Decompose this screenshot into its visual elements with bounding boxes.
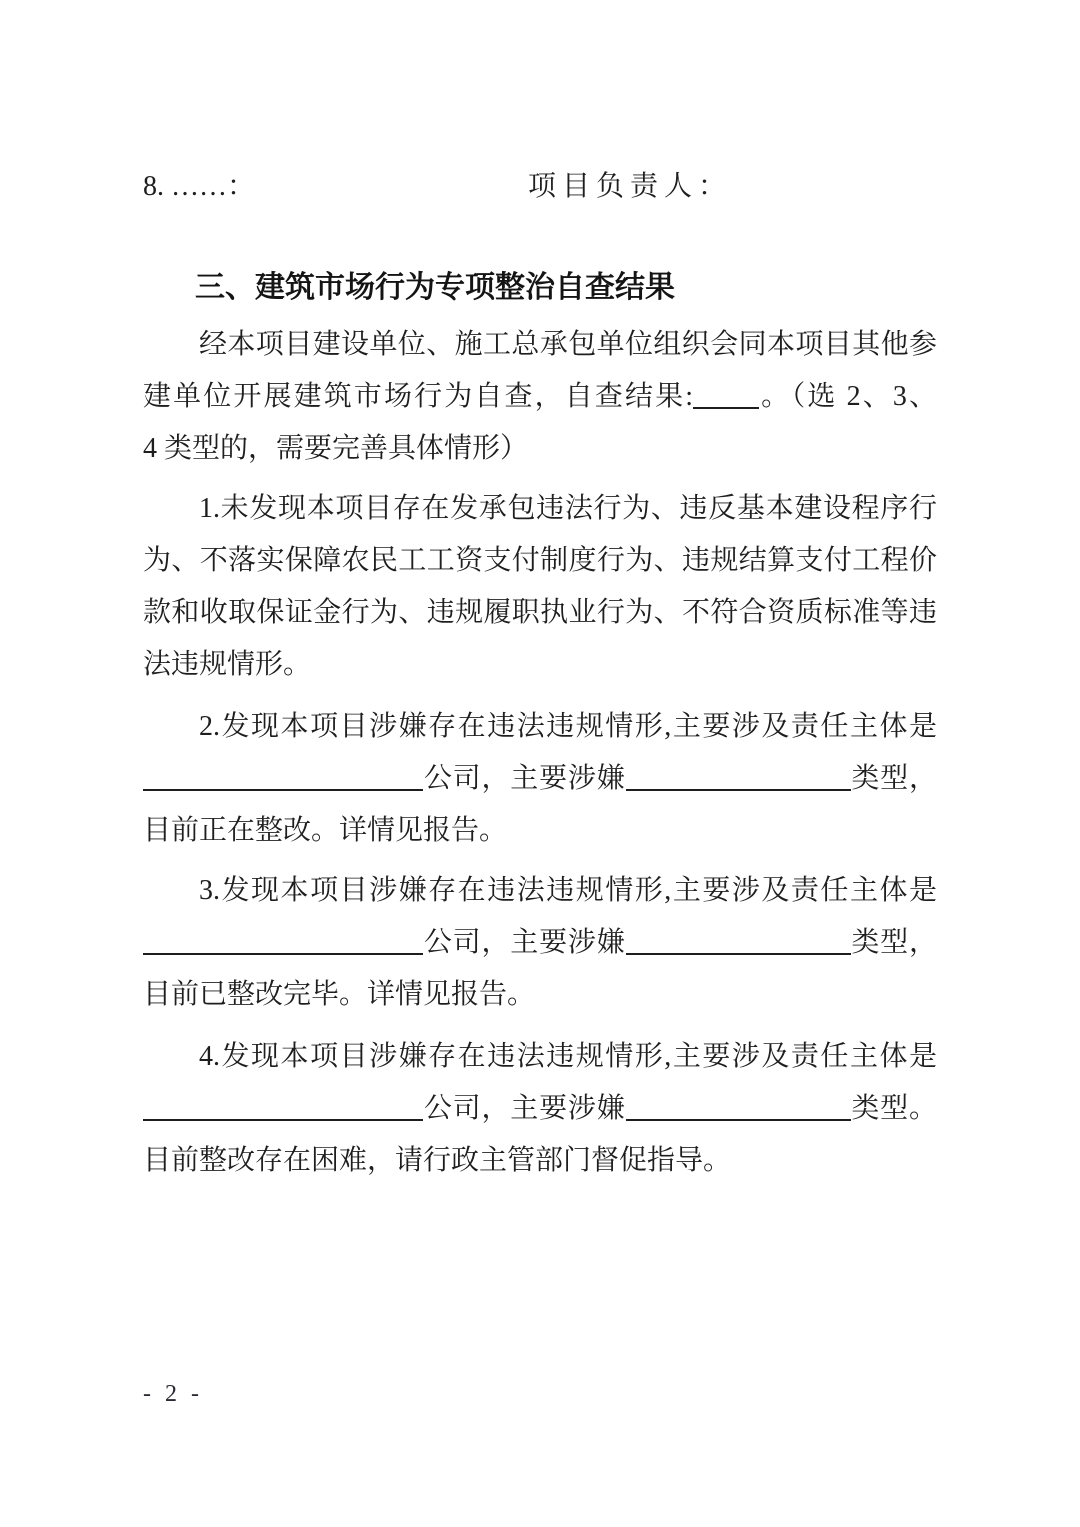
text-line: 目前整改存在困难，请行政主管部门督促指导。 — [143, 1145, 732, 1176]
company-name-blank — [143, 1119, 423, 1121]
section-heading: 三、建筑市场行为专项整治自查结果 — [195, 271, 675, 304]
company-name-blank — [143, 953, 423, 955]
text-line: 4.发现本项目涉嫌存在违法违规情形,主要涉及责任主体是 — [199, 1041, 937, 1072]
text-line: 目前正在整改。详情见报告。 — [143, 815, 508, 846]
text-line: 款和收取保证金行为、违规履职执业行为、不符合资质标准等违 — [143, 597, 937, 628]
violation-type-blank — [626, 1119, 851, 1121]
self-check-result-blank — [693, 407, 759, 409]
header-row — [143, 161, 937, 213]
text-segment: 公司，主要涉嫌 — [423, 1093, 626, 1124]
text-line: 3.发现本项目涉嫌存在违法违规情形,主要涉及责任主体是 — [199, 875, 937, 906]
violation-type-blank — [626, 789, 851, 791]
text-line — [143, 371, 937, 423]
project-leader-label: 项目负责人： — [528, 171, 733, 202]
text-line: 目前已整改完毕。详情见报告。 — [143, 979, 536, 1010]
text-segment: 。（选 2、3、 — [759, 381, 937, 412]
list-item-8: 8. ……： — [143, 171, 256, 202]
page-number: - 2 - — [143, 1381, 203, 1407]
text-line: 经本项目建设单位、施工总承包单位组织会同本项目其他参 — [199, 329, 937, 360]
text-segment: 类型， — [850, 763, 937, 794]
text-line: 1.未发现本项目存在发承包违法行为、违反基本建设程序行 — [199, 493, 937, 524]
text-segment: 类型。 — [850, 1093, 937, 1124]
text-line: 法违规情形。 — [143, 649, 312, 680]
text-line: 4 类型的，需要完善具体情形） — [143, 433, 529, 464]
text-line — [143, 1083, 937, 1135]
text-segment: 公司，主要涉嫌 — [423, 927, 626, 958]
result-type-4-paragraph — [143, 1031, 937, 1187]
result-type-2-paragraph — [143, 701, 937, 857]
company-name-blank — [143, 789, 423, 791]
text-line: 为、不落实保障农民工工资支付制度行为、违规结算支付工程价 — [143, 545, 937, 576]
text-segment: 公司，主要涉嫌 — [423, 763, 626, 794]
result-type-3-paragraph — [143, 865, 937, 1021]
text-line: 2.发现本项目涉嫌存在违法违规情形,主要涉及责任主体是 — [199, 711, 937, 742]
text-segment: 建单位开展建筑市场行为自查，自查结果: — [143, 381, 693, 412]
document-content — [143, 0, 937, 1187]
intro-paragraph — [143, 319, 937, 475]
violation-type-blank — [626, 953, 851, 955]
result-type-1-paragraph — [143, 483, 937, 691]
text-line — [143, 753, 937, 805]
text-segment: 类型， — [850, 927, 937, 958]
text-line — [143, 917, 937, 969]
